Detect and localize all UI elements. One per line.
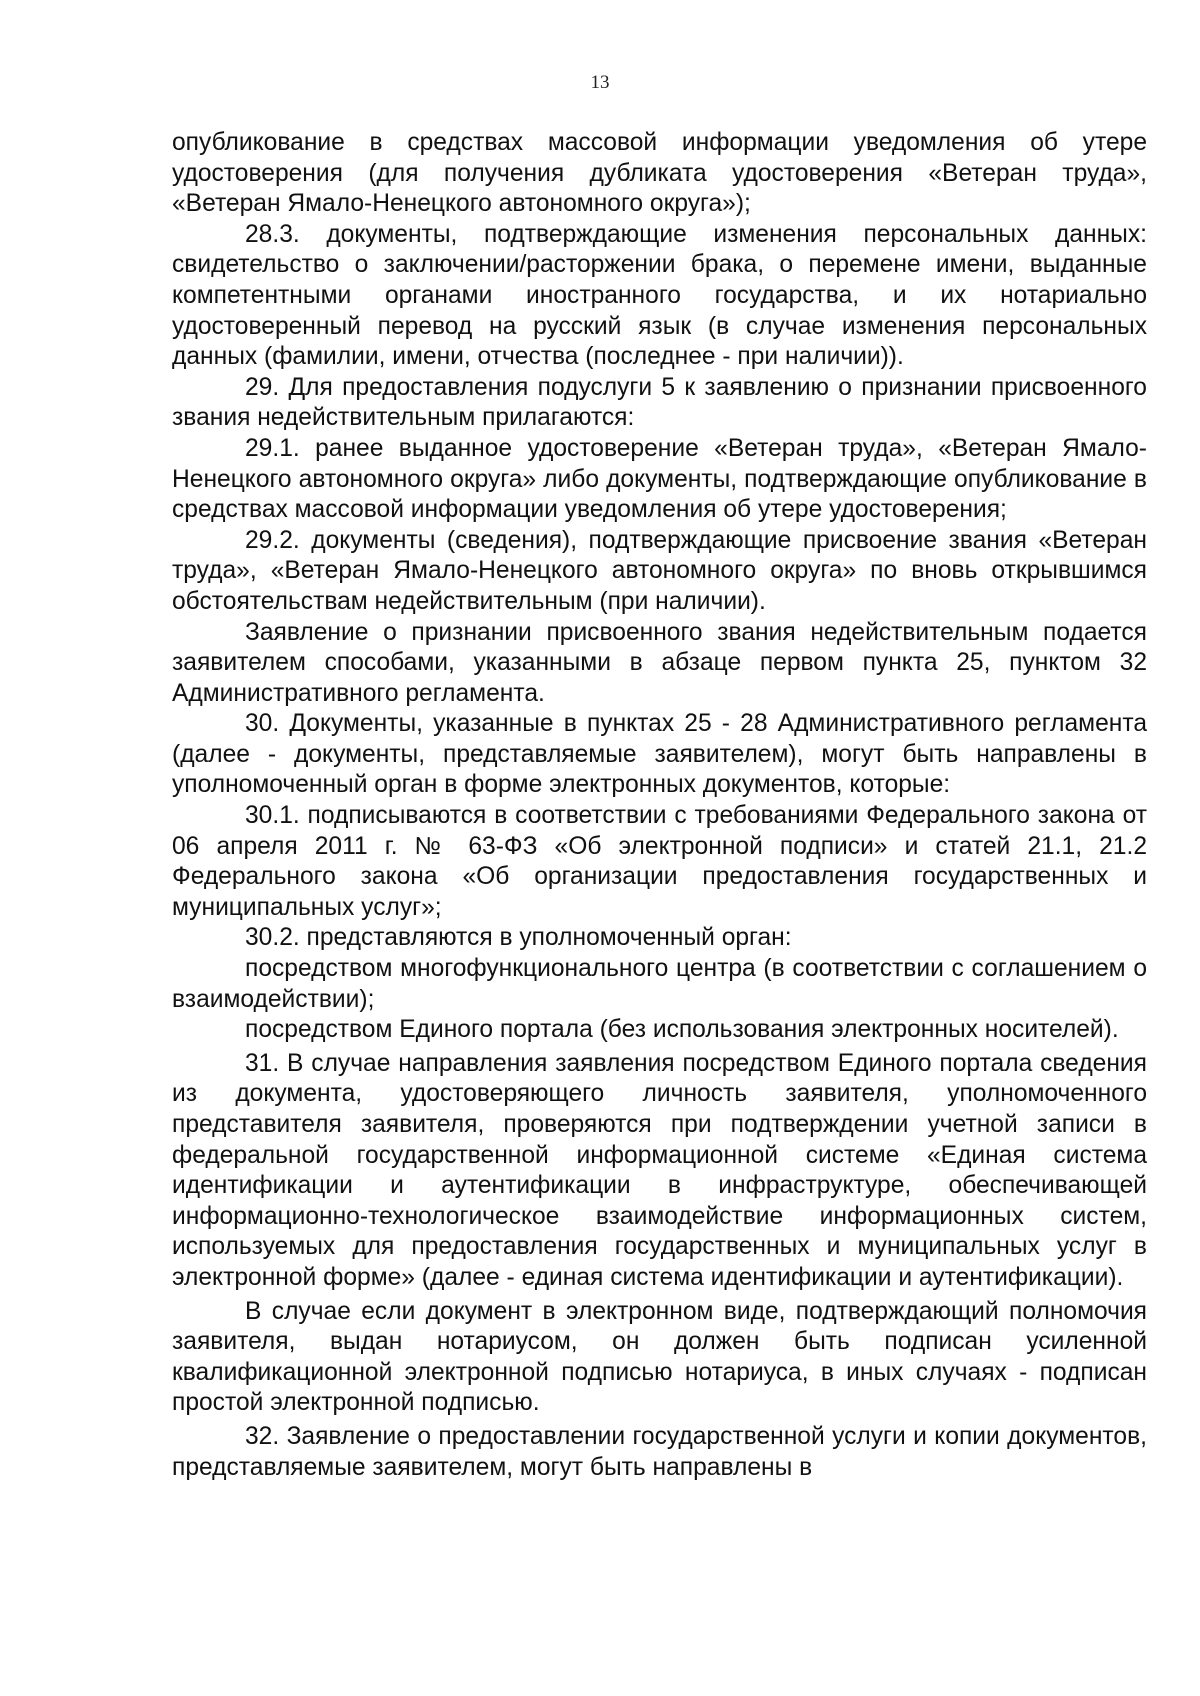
paragraph-30: 30. Документы, указанные в пунктах 25 - 28 Административного регламента (далее - документы, представляемые заявителем), могут быть направлены в уполномоченный орган в форме электронных документов, которые: [172,710,1147,799]
paragraph-via-portal: посредством Единого портала (без использования электронных носителей). [245,1016,1119,1044]
paragraph-29-1: 29.1. ранее выданное удостоверение «Ветеран труда», «Ветеран Ямало-Ненецкого автономного округа» либо документы, подтверждающие опубликование в средствах массовой информации уведомления об утере удостоверения; [172,434,1147,524]
paragraph-via-mfc: посредством многофункционального центра (в соответствии с соглашением о взаимодействии); [172,955,1147,1013]
paragraph-30-1: 30.1. подписываются в соответствии с требованиями Федерального закона от 06 апреля 2011 г. № 63-ФЗ «Об электронной подписи» и статей 21.1, 21.2 Федерального закона «Об организации предоставления государственных и муниципальных услуг»; [172,802,1147,921]
paragraph-notary: В случае если документ в электронном виде, подтверждающий полномочия заявителя, выдан нотариусом, он должен быть подписан усиленной квалификационной электронной подписью нотариуса, в иных случаях - подписан простой электронной подписью. [172,1297,1147,1417]
paragraph-32: 32. Заявление о предоставлении государственной услуги и копии документов, представляемые заявителем, могут быть направлены в [172,1422,1147,1481]
paragraph-28-3: 28.3. документы, подтверждающие изменения персональных данных: свидетельство о заключении/расторжении брака, о перемене имени, выданные компетентными органами иностранного государства, и их нотариально удостоверенный перевод на русский язык (в случае изменения персональных данных (фамилии, имени, отчества (последнее - при наличии)). [172,220,1147,371]
paragraph-31: 31. В случае направления заявления посредством Единого портала сведения из документа, удостоверяющего личность заявителя, уполномоченного представителя заявителя, проверяются при подтверждении учетной записи в федеральной государственной информационной системе «Единая система идентификации и аутентификации в инфраструктуре, обеспечивающей информационно-технологическое взаимодействие информационных систем, используемых для предоставления государственных и муниципальных услуг в электронной форме» (далее - единая система идентификации и аутентификации). [172,1049,1147,1291]
page-number: 13 [590,72,610,93]
document-body [172,128,1147,1483]
paragraph-30-2: 30.2. представляются в уполномоченный орган: [245,924,792,952]
paragraph-29-2: 29.2. документы (сведения), подтверждающие присвоение звания «Ветеран труда», «Ветеран Ямало-Ненецкого автономного округа» по вновь открывшимся обстоятельствам недействительным (при наличии). [172,526,1147,615]
paragraph-29: 29. Для предоставления подуслуги 5 к заявлению о признании присвоенного звания недействительным прилагаются: [172,373,1147,432]
paragraph-application-note: Заявление о признании присвоенного звания недействительным подается заявителем способами, указанными в абзаце первом пункта 25, пунктом 32 Административного регламента. [172,618,1147,707]
paragraph-continuation: опубликование в средствах массовой информации уведомления об утере удостоверения (для получения дубликата удостоверения «Ветеран труда», «Ветеран Ямало-Ненецкого автономного округа»); [172,129,1147,218]
